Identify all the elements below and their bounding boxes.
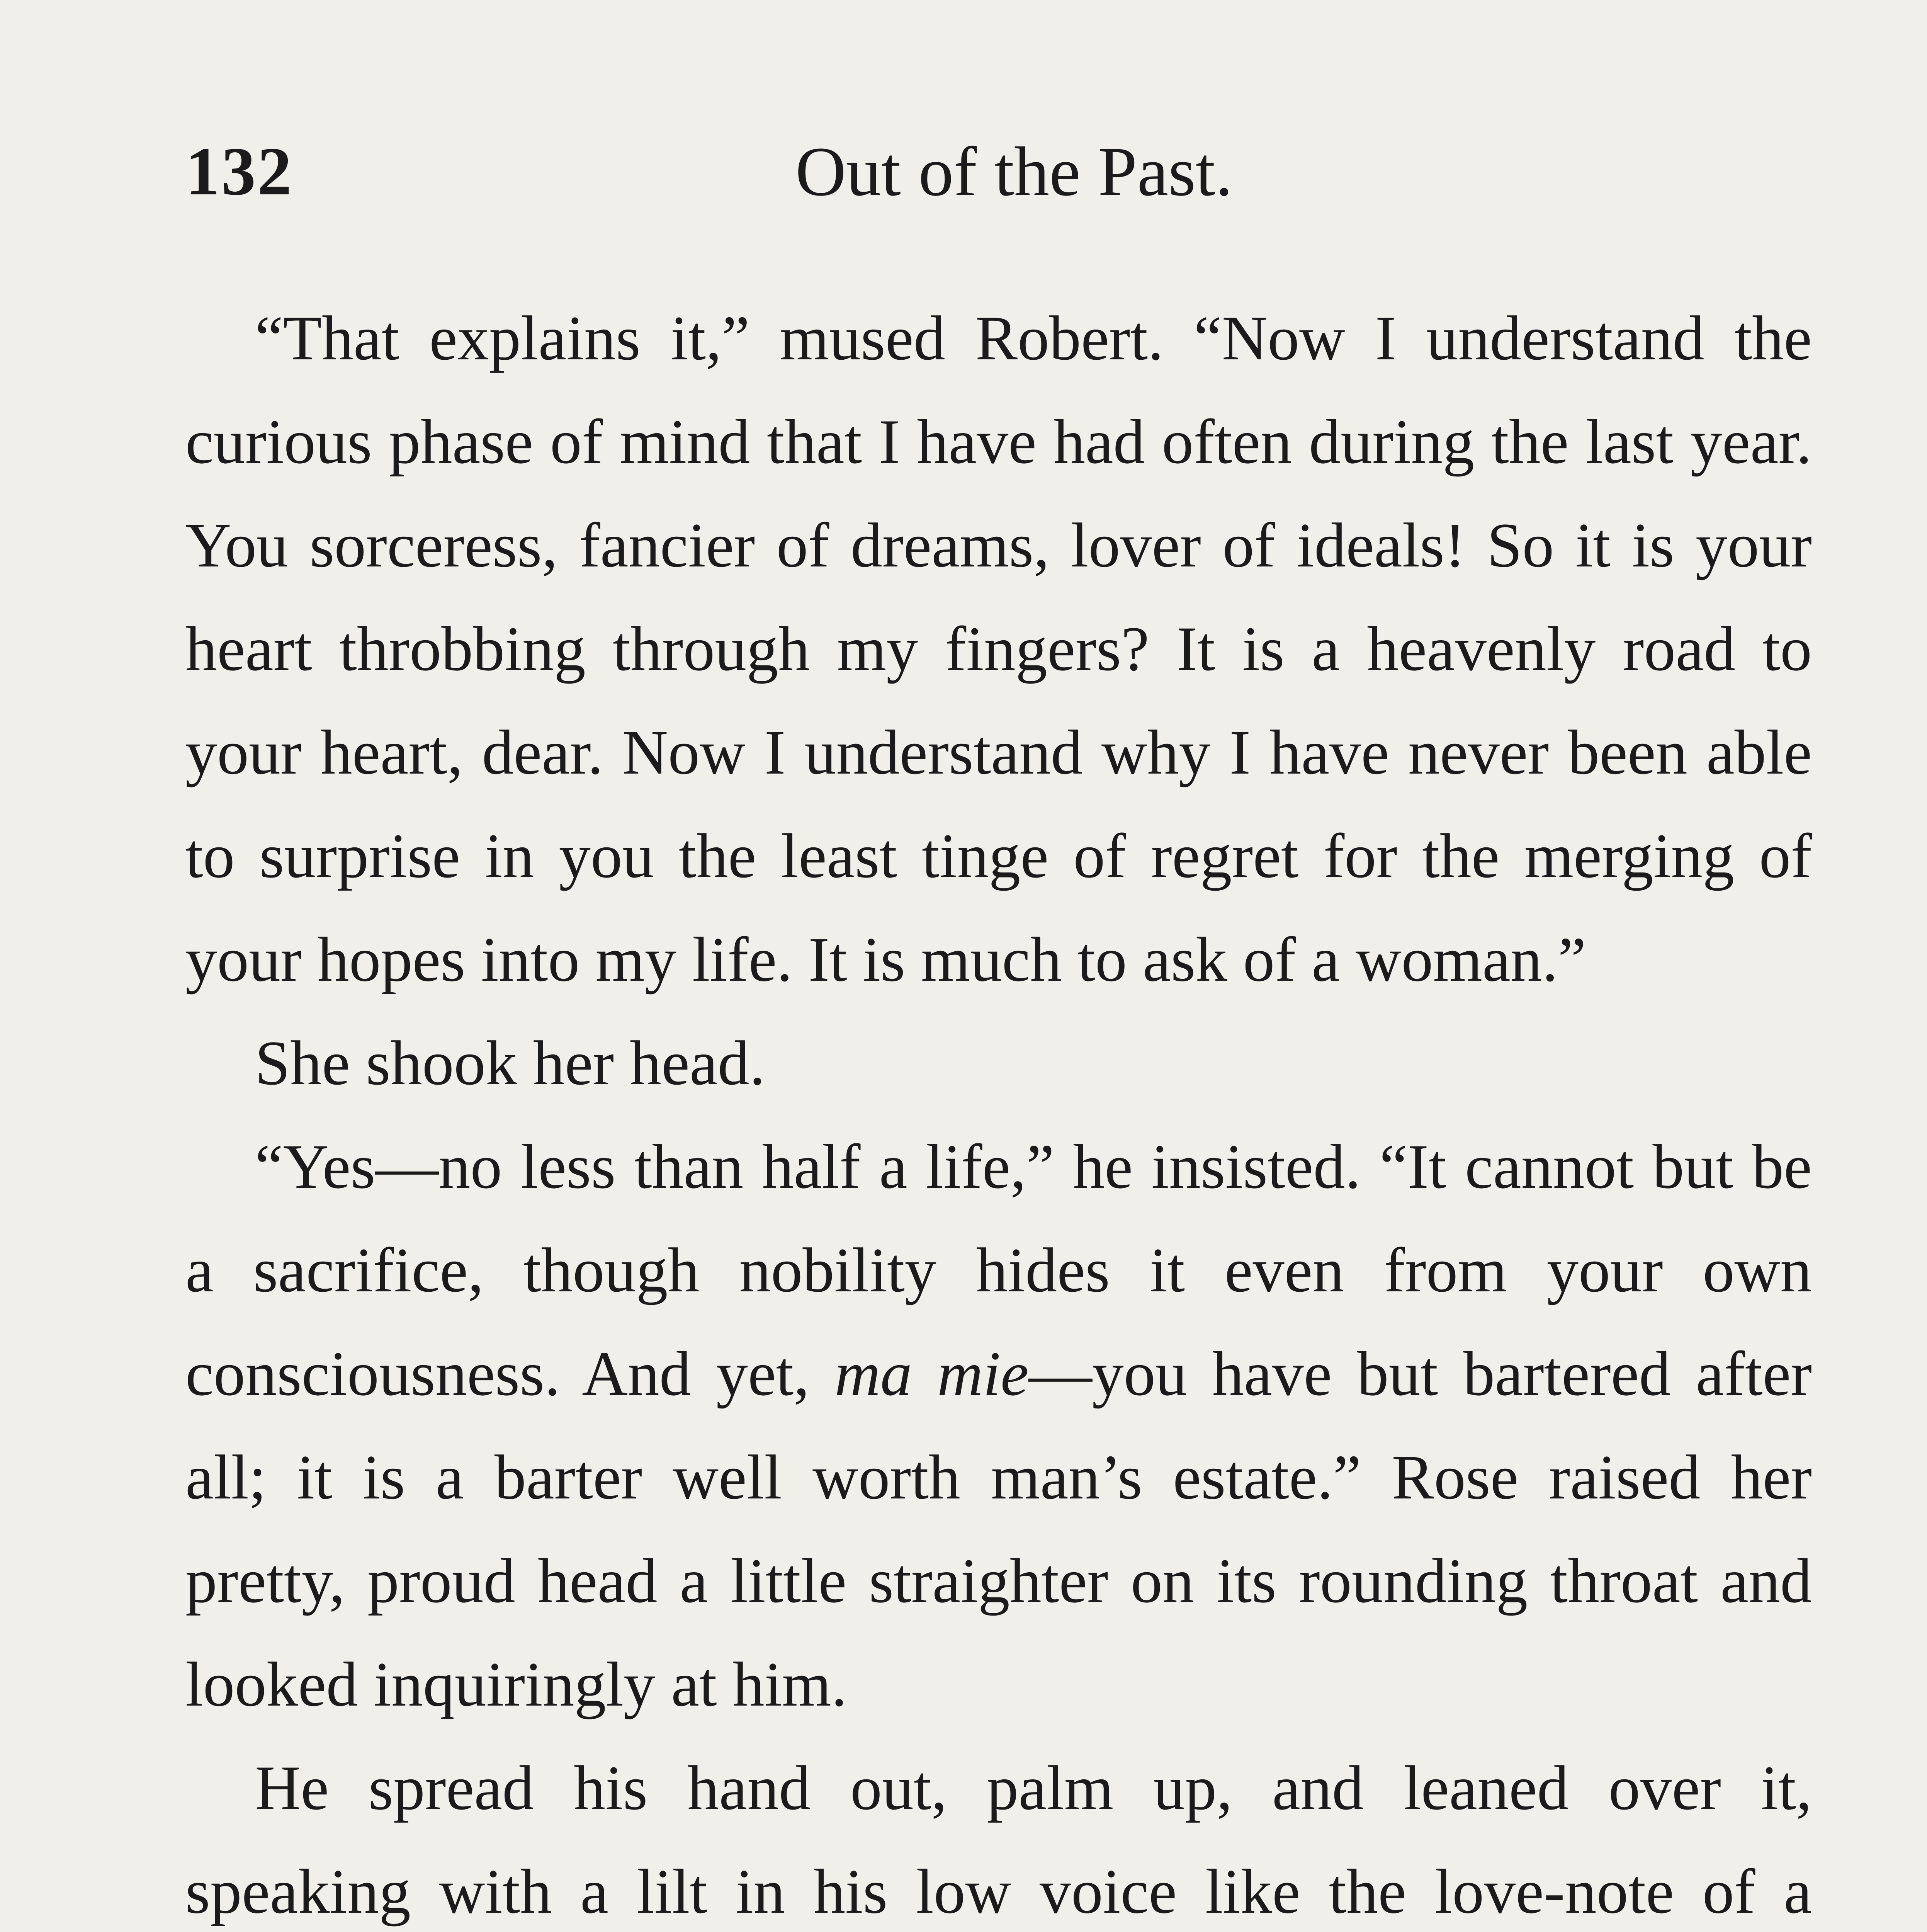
page-header bbox=[185, 131, 1812, 224]
paragraph-3-part-2: —you have but bartered after all; it is a barter well worth man’s estate.” Rose raised her pretty, proud head a little straighter on its rounding throat and looked inquiringly at him. bbox=[185, 1339, 1812, 1719]
body-text bbox=[185, 287, 1812, 1932]
running-title: Out of the Past. bbox=[795, 133, 1233, 211]
paragraph-3-part-1: “Yes—no less than half a life,” he insisted. “It cannot but be a sacrifice, though nobility hides it even from your own consciousness. And yet, bbox=[185, 1132, 1812, 1409]
paragraph-1: “That explains it,” mused Robert. “Now I understand the curious phase of mind that I have had often during the last year. You sorceress, fancier of dreams, lover of ideals! So it is your heart throbbing through my fingers? It is a heavenly road to your heart, dear. Now I understand why I have never been able to surprise in you the least tinge of regret for the merging of your hopes into my life. It is much to ask of a woman.” bbox=[185, 303, 1812, 995]
paragraph-3 bbox=[185, 1115, 1812, 1736]
italic-phrase: ma mie bbox=[834, 1339, 1029, 1409]
paragraph-2: She shook her head. bbox=[255, 1028, 765, 1098]
paragraph-4: He spread his hand out, palm up, and leaned over it, speaking with a lilt in his low voice like the love-note of a bbox=[185, 1753, 1812, 1927]
page-number: 132 bbox=[185, 133, 293, 209]
